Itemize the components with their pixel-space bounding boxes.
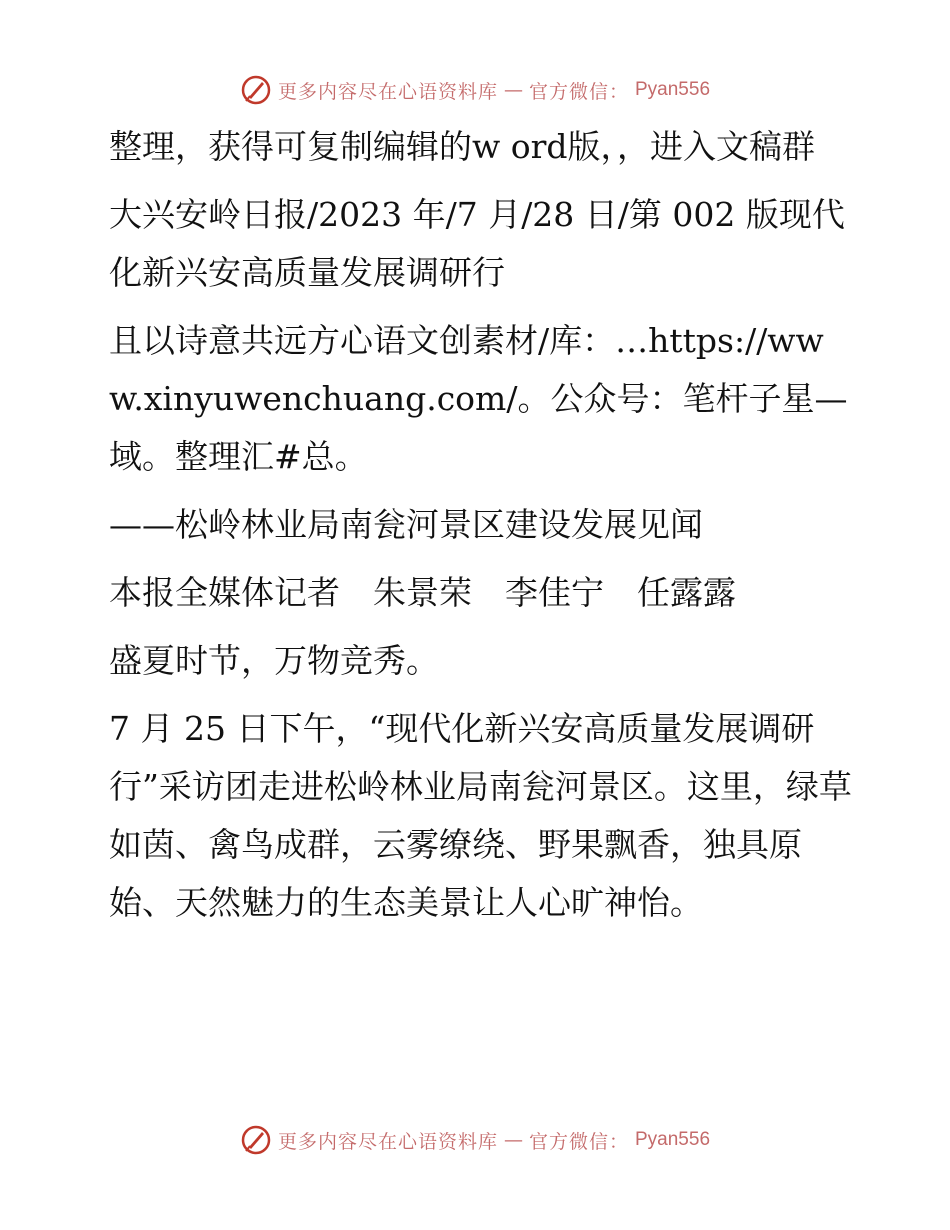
paragraph-intro: 整理，获得可复制编辑的w ord版，，进入文稿群 <box>109 127 816 166</box>
watermark-handle: Pyan556 <box>635 79 711 100</box>
footer-watermark <box>0 1120 950 1160</box>
watermark-label: 官方微信： <box>528 1130 629 1153</box>
header-watermark <box>0 70 950 110</box>
watermark-main-text: 更多内容尽在心语资料库 <box>277 1130 498 1153</box>
watermark-main-text: 更多内容尽在心语资料库 <box>277 80 498 103</box>
paragraph-byline: 本报全媒体记者 朱景荣 李佳宁 任露露 <box>109 573 736 612</box>
paragraph-body: 7 月 25 日下午，“现代化新兴安高质量发展调研行”采访团走进松岭林业局南瓮河景区。这里，绿草如茵、禽鸟成群，云雾缭绕、野果飘香，独具原始、天然魅力的生态美景让人心旷神怡。 <box>109 709 852 922</box>
paragraph-subtitle: ——松岭林业局南瓮河景区建设发展见闻 <box>109 505 703 544</box>
paragraph-lead: 盛夏时节，万物竞秀。 <box>109 641 439 680</box>
paragraph-source: 大兴安岭日报/2023 年/7 月/28 日/第 002 版现代化新兴安高质量发展调研行 <box>109 195 845 292</box>
watermark-separator: — <box>503 79 523 101</box>
watermark-separator: — <box>503 1129 523 1151</box>
paragraph-promo: 且以诗意共远方心语文创素材/库：…https://www.xinyuwenchuang.com/。公众号：笔杆子星—域。整理汇#总。 <box>109 321 848 476</box>
feather-pen-logo-icon <box>240 1124 272 1156</box>
document-body <box>97 118 857 942</box>
feather-pen-logo-icon <box>240 74 272 106</box>
watermark-handle: Pyan556 <box>635 1129 711 1150</box>
watermark-label: 官方微信： <box>528 80 629 103</box>
